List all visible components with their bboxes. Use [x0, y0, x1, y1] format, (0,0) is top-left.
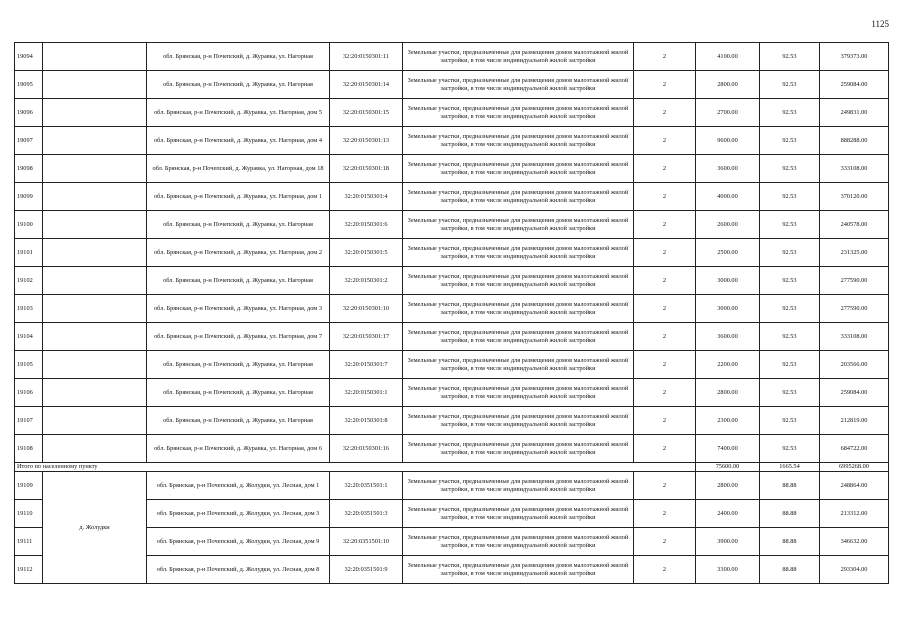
table-row	[15, 556, 889, 584]
table-row	[15, 407, 889, 435]
value-cell: 370120.00	[820, 183, 889, 211]
empty-locality-cell	[43, 71, 147, 99]
table-row	[15, 43, 889, 71]
category-cell: 2	[634, 127, 696, 155]
category-cell: 2	[634, 183, 696, 211]
land-use-cell: Земельные участки, предназначенные для размещения домов малоэтажной жилой застройки, в том числе индивидуальной жилой застройки	[403, 379, 634, 407]
land-use-cell: Земельные участки, предназначенные для размещения домов малоэтажной жилой застройки, в том числе индивидуальной жилой застройки	[403, 71, 634, 99]
table-row	[15, 500, 889, 528]
cadastral-number: 32:20:0150301:11	[330, 43, 403, 71]
area-cell: 2800.00	[696, 379, 760, 407]
rate-cell: 92.53	[760, 351, 820, 379]
category-cell: 2	[634, 99, 696, 127]
category-cell: 2	[634, 295, 696, 323]
value-cell: 333108.00	[820, 155, 889, 183]
cadastral-number: 32:20:0351501:9	[330, 556, 403, 584]
row-number: 19111	[15, 528, 43, 556]
rate-cell: 92.53	[760, 43, 820, 71]
empty-locality-cell	[43, 127, 147, 155]
row-number: 19106	[15, 379, 43, 407]
row-number: 19099	[15, 183, 43, 211]
area-cell: 2500.00	[696, 239, 760, 267]
cadastral-number: 32:20:0150301:6	[330, 211, 403, 239]
area-cell: 3900.00	[696, 528, 760, 556]
value-cell: 231325.00	[820, 239, 889, 267]
value-cell: 277590.00	[820, 295, 889, 323]
land-use-cell: Земельные участки, предназначенные для размещения домов малоэтажной жилой застройки, в том числе индивидуальной жилой застройки	[403, 211, 634, 239]
value-cell: 249831.00	[820, 99, 889, 127]
value-cell: 203566.00	[820, 351, 889, 379]
table-row	[15, 323, 889, 351]
rate-cell: 92.53	[760, 407, 820, 435]
area-cell: 3300.00	[696, 556, 760, 584]
empty-locality-cell	[43, 323, 147, 351]
land-use-cell: Земельные участки, предназначенные для размещения домов малоэтажной жилой застройки, в том числе индивидуальной жилой застройки	[403, 556, 634, 584]
locality-label: д. Жолудки	[43, 472, 147, 584]
category-cell: 2	[634, 351, 696, 379]
area-cell: 2300.00	[696, 407, 760, 435]
rate-cell: 88.88	[760, 500, 820, 528]
category-cell: 2	[634, 435, 696, 463]
subtotal-row	[15, 463, 889, 472]
address-cell: обл. Брянская, р-н Почепский, д. Журавка, ул. Нагорная, дом 7	[147, 323, 330, 351]
rate-cell: 92.53	[760, 99, 820, 127]
land-use-cell: Земельные участки, предназначенные для размещения домов малоэтажной жилой застройки, в том числе индивидуальной жилой застройки	[403, 155, 634, 183]
empty-locality-cell	[43, 379, 147, 407]
cadastral-number: 32:20:0150301:2	[330, 267, 403, 295]
area-cell: 3000.00	[696, 267, 760, 295]
row-number: 19109	[15, 472, 43, 500]
land-use-cell: Земельные участки, предназначенные для размещения домов малоэтажной жилой застройки, в том числе индивидуальной жилой застройки	[403, 323, 634, 351]
area-cell: 4000.00	[696, 183, 760, 211]
subtotal-area: 75600.00	[696, 463, 760, 472]
subtotal-value: 6995268.00	[820, 463, 889, 472]
land-use-cell: Земельные участки, предназначенные для размещения домов малоэтажной жилой застройки, в том числе индивидуальной жилой застройки	[403, 472, 634, 500]
category-cell: 2	[634, 556, 696, 584]
subtotal-rate: 1665.54	[760, 463, 820, 472]
category-cell: 2	[634, 323, 696, 351]
value-cell: 346632.00	[820, 528, 889, 556]
category-cell: 2	[634, 500, 696, 528]
address-cell: обл. Брянская, р-н Почепский, д. Журавка, ул. Нагорная, дом 6	[147, 435, 330, 463]
area-cell: 2200.00	[696, 351, 760, 379]
area-cell: 3600.00	[696, 323, 760, 351]
row-number: 19100	[15, 211, 43, 239]
value-cell: 888288.00	[820, 127, 889, 155]
cadastral-number: 32:20:0351501:10	[330, 528, 403, 556]
area-cell: 4100.00	[696, 43, 760, 71]
cadastral-number: 32:20:0150301:18	[330, 155, 403, 183]
cadastral-number: 32:20:0150301:16	[330, 435, 403, 463]
table-row	[15, 155, 889, 183]
rate-cell: 92.53	[760, 239, 820, 267]
cadastral-number: 32:20:0150301:4	[330, 183, 403, 211]
address-cell: обл. Брянская, р-н Почепский, д. Журавка, ул. Нагорная	[147, 71, 330, 99]
table-row	[15, 71, 889, 99]
cadastral-number: 32:20:0150301:7	[330, 351, 403, 379]
area-cell: 3600.00	[696, 155, 760, 183]
cadastral-number: 32:20:0150301:14	[330, 71, 403, 99]
area-cell: 2400.00	[696, 500, 760, 528]
rate-cell: 92.53	[760, 155, 820, 183]
rate-cell: 92.53	[760, 71, 820, 99]
category-cell: 2	[634, 211, 696, 239]
cadastral-number: 32:20:0150301:5	[330, 239, 403, 267]
table-body-subtotal	[15, 463, 889, 472]
address-cell: обл. Брянская, р-н Почепский, д. Журавка, ул. Нагорная	[147, 407, 330, 435]
value-cell: 213312.00	[820, 500, 889, 528]
address-cell: обл. Брянская, р-н Почепский, д. Журавка, ул. Нагорная, дом 2	[147, 239, 330, 267]
table-row	[15, 239, 889, 267]
category-cell: 2	[634, 267, 696, 295]
land-use-cell: Земельные участки, предназначенные для размещения домов малоэтажной жилой застройки, в том числе индивидуальной жилой застройки	[403, 43, 634, 71]
category-cell: 2	[634, 239, 696, 267]
address-cell: обл. Брянская, р-н Почепский, д. Жолудки, ул. Лесная, дом 8	[147, 556, 330, 584]
row-number: 19105	[15, 351, 43, 379]
land-use-cell: Земельные участки, предназначенные для размещения домов малоэтажной жилой застройки, в том числе индивидуальной жилой застройки	[403, 435, 634, 463]
page-number: 1125	[871, 19, 889, 29]
table-row	[15, 211, 889, 239]
land-use-cell: Земельные участки, предназначенные для размещения домов малоэтажной жилой застройки, в том числе индивидуальной жилой застройки	[403, 351, 634, 379]
address-cell: обл. Брянская, р-н Почепский, д. Журавка, ул. Нагорная	[147, 351, 330, 379]
empty-locality-cell	[43, 183, 147, 211]
empty-locality-cell	[43, 267, 147, 295]
category-cell: 2	[634, 71, 696, 99]
address-cell: обл. Брянская, р-н Почепский, д. Журавка, ул. Нагорная, дом 5	[147, 99, 330, 127]
value-cell: 248864.00	[820, 472, 889, 500]
cadastral-number: 32:20:0150301:17	[330, 323, 403, 351]
address-cell: обл. Брянская, р-н Почепский, д. Журавка, ул. Нагорная	[147, 267, 330, 295]
rate-cell: 92.53	[760, 127, 820, 155]
row-number: 19094	[15, 43, 43, 71]
category-cell: 2	[634, 155, 696, 183]
address-cell: обл. Брянская, р-н Почепский, д. Журавка, ул. Нагорная	[147, 379, 330, 407]
area-cell: 3000.00	[696, 295, 760, 323]
address-cell: обл. Брянская, р-н Почепский, д. Журавка, ул. Нагорная, дом 1	[147, 183, 330, 211]
address-cell: обл. Брянская, р-н Почепский, д. Жолудки, ул. Лесная, дом 3	[147, 500, 330, 528]
address-cell: обл. Брянская, р-н Почепский, д. Жолудки, ул. Лесная, дом 1	[147, 472, 330, 500]
area-cell: 2600.00	[696, 211, 760, 239]
table-row	[15, 99, 889, 127]
empty-locality-cell	[43, 99, 147, 127]
land-use-cell: Земельные участки, предназначенные для размещения домов малоэтажной жилой застройки, в том числе индивидуальной жилой застройки	[403, 500, 634, 528]
cadastral-number: 32:20:0150301:15	[330, 99, 403, 127]
table-body-zholudki	[15, 472, 889, 584]
rate-cell: 92.53	[760, 211, 820, 239]
land-use-cell: Земельные участки, предназначенные для размещения домов малоэтажной жилой застройки, в том числе индивидуальной жилой застройки	[403, 528, 634, 556]
cadastral-number: 32:20:0351501:1	[330, 472, 403, 500]
cadastral-number: 32:20:0150301:10	[330, 295, 403, 323]
area-cell: 2800.00	[696, 472, 760, 500]
land-use-cell: Земельные участки, предназначенные для размещения домов малоэтажной жилой застройки, в том числе индивидуальной жилой застройки	[403, 407, 634, 435]
table-row	[15, 295, 889, 323]
row-number: 19097	[15, 127, 43, 155]
address-cell: обл. Брянская, р-н Почепский, д. Журавка, ул. Нагорная, дом 4	[147, 127, 330, 155]
value-cell: 333108.00	[820, 323, 889, 351]
area-cell: 2800.00	[696, 71, 760, 99]
value-cell: 212819.00	[820, 407, 889, 435]
value-cell: 277590.00	[820, 267, 889, 295]
category-cell: 2	[634, 528, 696, 556]
value-cell: 293304.00	[820, 556, 889, 584]
table-row	[15, 127, 889, 155]
table-row	[15, 351, 889, 379]
rate-cell: 92.53	[760, 379, 820, 407]
land-use-cell: Земельные участки, предназначенные для размещения домов малоэтажной жилой застройки, в том числе индивидуальной жилой застройки	[403, 127, 634, 155]
area-cell: 7400.00	[696, 435, 760, 463]
empty-locality-cell	[43, 435, 147, 463]
empty-locality-cell	[43, 155, 147, 183]
empty-locality-cell	[43, 407, 147, 435]
empty-locality-cell	[43, 239, 147, 267]
rate-cell: 88.88	[760, 528, 820, 556]
category-cell: 2	[634, 379, 696, 407]
row-number: 19107	[15, 407, 43, 435]
row-number: 19102	[15, 267, 43, 295]
value-cell: 259084.00	[820, 379, 889, 407]
land-use-cell: Земельные участки, предназначенные для размещения домов малоэтажной жилой застройки, в том числе индивидуальной жилой застройки	[403, 99, 634, 127]
table-row	[15, 435, 889, 463]
empty-locality-cell	[43, 295, 147, 323]
rate-cell: 88.88	[760, 556, 820, 584]
land-use-cell: Земельные участки, предназначенные для размещения домов малоэтажной жилой застройки, в том числе индивидуальной жилой застройки	[403, 295, 634, 323]
land-use-cell: Земельные участки, предназначенные для размещения домов малоэтажной жилой застройки, в том числе индивидуальной жилой застройки	[403, 239, 634, 267]
address-cell: обл. Брянская, р-н Почепский, д. Жолудки, ул. Лесная, дом 9	[147, 528, 330, 556]
cadastral-number: 32:20:0351501:3	[330, 500, 403, 528]
rate-cell: 92.53	[760, 323, 820, 351]
area-cell: 2700.00	[696, 99, 760, 127]
value-cell: 684722.00	[820, 435, 889, 463]
cadastral-number: 32:20:0150301:13	[330, 127, 403, 155]
table-row	[15, 379, 889, 407]
row-number: 19098	[15, 155, 43, 183]
table-row	[15, 183, 889, 211]
subtotal-label: Итого по населенному пункту	[15, 463, 696, 472]
address-cell: обл. Брянская, р-н Почепский, д. Журавка, ул. Нагорная	[147, 211, 330, 239]
category-cell: 2	[634, 407, 696, 435]
value-cell: 259084.00	[820, 71, 889, 99]
rate-cell: 92.53	[760, 295, 820, 323]
empty-locality-cell	[43, 351, 147, 379]
address-cell: обл. Брянская, р-н Почепский, д. Журавка, ул. Нагорная, дом 18	[147, 155, 330, 183]
rate-cell: 92.53	[760, 267, 820, 295]
rate-cell: 88.88	[760, 472, 820, 500]
row-number: 19103	[15, 295, 43, 323]
table-row	[15, 528, 889, 556]
row-number: 19110	[15, 500, 43, 528]
area-cell: 9600.00	[696, 127, 760, 155]
value-cell: 240578.00	[820, 211, 889, 239]
value-cell: 379373.00	[820, 43, 889, 71]
address-cell: обл. Брянская, р-н Почепский, д. Журавка, ул. Нагорная, дом 3	[147, 295, 330, 323]
empty-locality-cell	[43, 43, 147, 71]
category-cell: 2	[634, 472, 696, 500]
rate-cell: 92.53	[760, 183, 820, 211]
row-number: 19112	[15, 556, 43, 584]
land-use-cell: Земельные участки, предназначенные для размещения домов малоэтажной жилой застройки, в том числе индивидуальной жилой застройки	[403, 183, 634, 211]
address-cell: обл. Брянская, р-н Почепский, д. Журавка, ул. Нагорная	[147, 43, 330, 71]
table-row	[15, 472, 889, 500]
row-number: 19104	[15, 323, 43, 351]
row-number: 19101	[15, 239, 43, 267]
rate-cell: 92.53	[760, 435, 820, 463]
cadastral-number: 32:20:0150301:8	[330, 407, 403, 435]
land-register-table	[14, 42, 889, 584]
land-use-cell: Земельные участки, предназначенные для размещения домов малоэтажной жилой застройки, в том числе индивидуальной жилой застройки	[403, 267, 634, 295]
row-number: 19095	[15, 71, 43, 99]
row-number: 19108	[15, 435, 43, 463]
table-body-zhuravka	[15, 43, 889, 463]
row-number: 19096	[15, 99, 43, 127]
cadastral-number: 32:20:0150301:1	[330, 379, 403, 407]
table-row	[15, 267, 889, 295]
category-cell: 2	[634, 43, 696, 71]
empty-locality-cell	[43, 211, 147, 239]
